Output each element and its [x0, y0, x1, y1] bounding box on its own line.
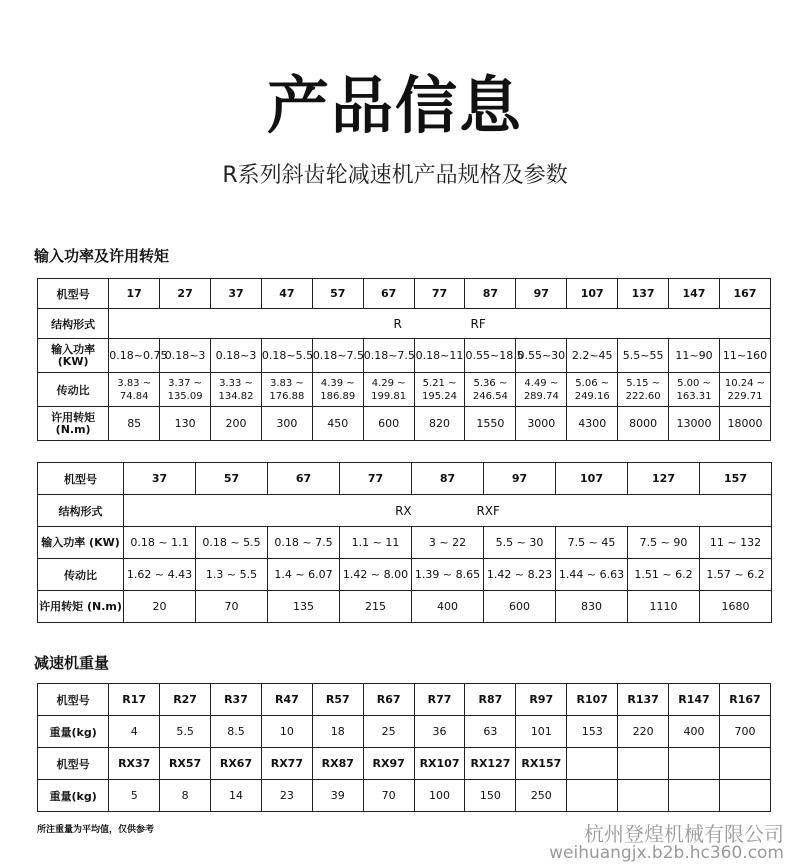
section-title-power-torque: 输入功率及许用转矩: [34, 247, 170, 265]
table-cell: 3.33 ~ 134.82: [211, 373, 262, 407]
table-cell: 1.57 ~ 6.2: [700, 559, 772, 591]
table-cell: 87: [465, 279, 516, 309]
table-row: [38, 373, 771, 407]
power-torque-table-rx: [37, 462, 772, 623]
table-row: [38, 309, 771, 339]
table-cell: 4.39 ~ 186.89: [312, 373, 363, 407]
table-cell: 14: [211, 780, 262, 812]
row-label: 许用转矩 (N.m): [38, 407, 109, 441]
table-cell: 36: [414, 716, 465, 748]
row-label: 输入功率 (KW): [38, 339, 109, 373]
section-title-weight: 减速机重量: [34, 654, 110, 672]
table-cell: 39: [312, 780, 363, 812]
table-cell: 17: [109, 279, 160, 309]
row-label: 传动比: [38, 373, 109, 407]
table-cell: R97: [516, 684, 567, 716]
table-cell: RX87: [312, 748, 363, 780]
table-cell: 11~90: [669, 339, 720, 373]
table-cell: 830: [556, 591, 628, 623]
table-cell: 700: [719, 716, 770, 748]
table-cell: 5: [109, 780, 160, 812]
table-cell: 5.06 ~ 249.16: [567, 373, 618, 407]
table-cell: 10.24 ~ 229.71: [719, 373, 770, 407]
table-cell: R147: [669, 684, 720, 716]
table-cell: 37: [124, 463, 196, 495]
table-cell: 1.42 ~ 8.23: [484, 559, 556, 591]
table-cell: 4300: [567, 407, 618, 441]
table-cell: 97: [484, 463, 556, 495]
table-cell: 3 ~ 22: [412, 527, 484, 559]
table-cell: 0.55~30: [516, 339, 567, 373]
power-torque-table-r: [37, 278, 771, 441]
table-cell: 215: [340, 591, 412, 623]
table-cell: 18: [312, 716, 363, 748]
table-cell: R107: [567, 684, 618, 716]
table-row: [38, 748, 771, 780]
table-cell: 47: [261, 279, 312, 309]
table-cell: 3.83 ~ 176.88: [261, 373, 312, 407]
table-cell: 5.5: [160, 716, 211, 748]
table-cell: 101: [516, 716, 567, 748]
table-cell: R47: [261, 684, 312, 716]
table-cell: 1110: [628, 591, 700, 623]
table-row: [38, 279, 771, 309]
table-cell: 127: [628, 463, 700, 495]
table-cell: 250: [516, 780, 567, 812]
table-cell: 820: [414, 407, 465, 441]
table-cell: 70: [363, 780, 414, 812]
table-cell: RX157: [516, 748, 567, 780]
table-cell: 2.2~45: [567, 339, 618, 373]
table-cell: 97: [516, 279, 567, 309]
table-cell: 0.18~7.5: [312, 339, 363, 373]
table-cell: 8000: [618, 407, 669, 441]
table-cell: 400: [669, 716, 720, 748]
table-cell: 4: [109, 716, 160, 748]
table-cell: 7.5 ~ 90: [628, 527, 700, 559]
table-cell: RX67: [211, 748, 262, 780]
table-cell: R137: [618, 684, 669, 716]
table-cell: RX57: [160, 748, 211, 780]
table-cell: 3.37 ~ 135.09: [160, 373, 211, 407]
table-cell: RX127: [465, 748, 516, 780]
table-cell: 0.18~11: [414, 339, 465, 373]
table-cell: [618, 780, 669, 812]
table-cell: [567, 748, 618, 780]
table-row: [38, 684, 771, 716]
row-label: 许用转矩 (N.m): [38, 591, 124, 623]
table-cell: 135: [268, 591, 340, 623]
row-label: 结构形式: [38, 309, 109, 339]
table-cell: 0.18 ~ 7.5: [268, 527, 340, 559]
weight-table: [37, 683, 771, 812]
watermark-url: weihuangjx.b2b.hc360.com: [549, 843, 784, 863]
table-cell: 70: [196, 591, 268, 623]
table-cell: 1680: [700, 591, 772, 623]
table-cell: 1.44 ~ 6.63: [556, 559, 628, 591]
table-cell: 167: [719, 279, 770, 309]
table-row: [38, 407, 771, 441]
table-cell: 67: [268, 463, 340, 495]
table-cell: 1.42 ~ 8.00: [340, 559, 412, 591]
table-row: [38, 463, 772, 495]
table-row: [38, 527, 772, 559]
table-cell: 107: [567, 279, 618, 309]
row-label: 重量(kg): [38, 716, 109, 748]
table-cell: 13000: [669, 407, 720, 441]
table-cell: R37: [211, 684, 262, 716]
table-cell: 85: [109, 407, 160, 441]
table-cell: [567, 780, 618, 812]
table-cell: 137: [618, 279, 669, 309]
table-cell: 450: [312, 407, 363, 441]
table-row: [38, 716, 771, 748]
table-cell: 67: [363, 279, 414, 309]
table-cell: R27: [160, 684, 211, 716]
table-cell: 1550: [465, 407, 516, 441]
page-subtitle: R系列斜齿轮减速机产品规格及参数: [222, 163, 568, 188]
table-cell: 4.49 ~ 289.74: [516, 373, 567, 407]
table-cell: RX107: [414, 748, 465, 780]
table-cell: 1.1 ~ 11: [340, 527, 412, 559]
table-cell: 5.15 ~ 222.60: [618, 373, 669, 407]
table-cell: [618, 748, 669, 780]
table-cell: R87: [465, 684, 516, 716]
table-cell: 0.18~3: [160, 339, 211, 373]
table-cell: 5.21 ~ 195.24: [414, 373, 465, 407]
table-cell: 10: [261, 716, 312, 748]
table-cell: 5.5~55: [618, 339, 669, 373]
table-cell: 130: [160, 407, 211, 441]
page-title: 产品信息: [266, 69, 523, 142]
table-cell: 0.18 ~ 1.1: [124, 527, 196, 559]
table-cell: 147: [669, 279, 720, 309]
table-cell: 200: [211, 407, 262, 441]
table-cell: 1.39 ~ 8.65: [412, 559, 484, 591]
table-cell: 23: [261, 780, 312, 812]
table-cell: 0.18~0.75: [109, 339, 160, 373]
table-cell: RX37: [109, 748, 160, 780]
table-cell: 57: [312, 279, 363, 309]
table-row: [38, 559, 772, 591]
table-cell: 87: [412, 463, 484, 495]
table-cell: 25: [363, 716, 414, 748]
table-cell: 7.5 ~ 45: [556, 527, 628, 559]
table-cell: 220: [618, 716, 669, 748]
table-cell: 100: [414, 780, 465, 812]
table-cell: 0.18~7.5: [363, 339, 414, 373]
table-cell: 18000: [719, 407, 770, 441]
table-cell: R67: [363, 684, 414, 716]
table-cell: 57: [196, 463, 268, 495]
table-cell: [669, 780, 720, 812]
table-cell: 0.55~18.5: [465, 339, 516, 373]
row-label: 机型号: [38, 279, 109, 309]
table-cell: RX77: [261, 748, 312, 780]
table-cell: 20: [124, 591, 196, 623]
row-label: 传动比: [38, 559, 124, 591]
table-cell: [669, 748, 720, 780]
structure-value: R RF: [109, 309, 771, 339]
table-cell: 153: [567, 716, 618, 748]
table-cell: 77: [414, 279, 465, 309]
table-cell: 1.3 ~ 5.5: [196, 559, 268, 591]
table-cell: 0.18~3: [211, 339, 262, 373]
table-cell: [719, 780, 770, 812]
footnote: 所注重量为平均值，仅供参考: [37, 825, 155, 835]
table-cell: RX97: [363, 748, 414, 780]
table-cell: 37: [211, 279, 262, 309]
table-cell: 600: [363, 407, 414, 441]
table-row: [38, 495, 772, 527]
table-cell: 5.00 ~ 163.31: [669, 373, 720, 407]
row-label: 机型号: [38, 463, 124, 495]
table-cell: 300: [261, 407, 312, 441]
table-cell: 400: [412, 591, 484, 623]
table-cell: 0.18 ~ 5.5: [196, 527, 268, 559]
row-label: 输入功率 (KW): [38, 527, 124, 559]
table-cell: 4.29 ~ 199.81: [363, 373, 414, 407]
table-cell: 1.51 ~ 6.2: [628, 559, 700, 591]
structure-value: RX RXF: [124, 495, 772, 527]
table-cell: 11 ~ 132: [700, 527, 772, 559]
watermark-company: 杭州登煌机械有限公司: [584, 822, 784, 846]
table-row: [38, 780, 771, 812]
table-cell: 63: [465, 716, 516, 748]
table-cell: 107: [556, 463, 628, 495]
table-cell: 11~160: [719, 339, 770, 373]
table-cell: 5.36 ~ 246.54: [465, 373, 516, 407]
table-cell: 0.18~5.5: [261, 339, 312, 373]
table-cell: R57: [312, 684, 363, 716]
table-cell: 77: [340, 463, 412, 495]
table-cell: 1.62 ~ 4.43: [124, 559, 196, 591]
table-cell: 3000: [516, 407, 567, 441]
table-cell: 150: [465, 780, 516, 812]
table-cell: 8.5: [211, 716, 262, 748]
table-cell: R167: [719, 684, 770, 716]
table-cell: 1.4 ~ 6.07: [268, 559, 340, 591]
row-label: 结构形式: [38, 495, 124, 527]
table-cell: [719, 748, 770, 780]
row-label: 机型号: [38, 684, 109, 716]
row-label: 重量(kg): [38, 780, 109, 812]
table-cell: 27: [160, 279, 211, 309]
table-cell: 8: [160, 780, 211, 812]
table-row: [38, 339, 771, 373]
row-label: 机型号: [38, 748, 109, 780]
table-cell: 157: [700, 463, 772, 495]
table-cell: R77: [414, 684, 465, 716]
table-cell: 5.5 ~ 30: [484, 527, 556, 559]
table-row: [38, 591, 772, 623]
table-cell: 3.83 ~ 74.84: [109, 373, 160, 407]
table-cell: 600: [484, 591, 556, 623]
table-cell: R17: [109, 684, 160, 716]
